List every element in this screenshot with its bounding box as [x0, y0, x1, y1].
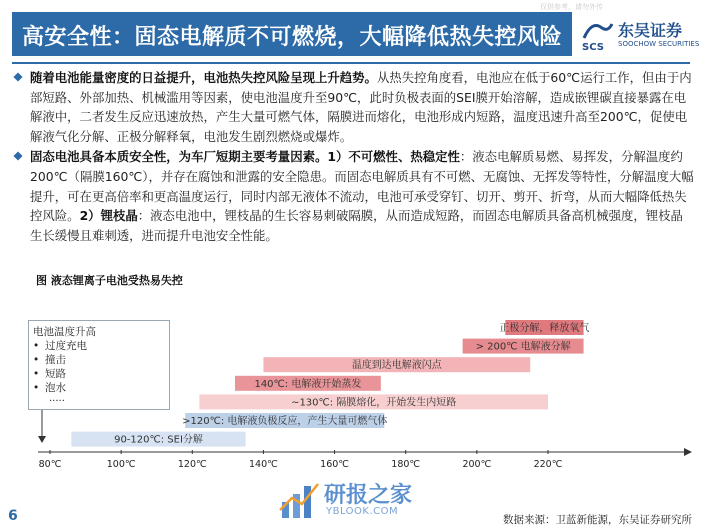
- bullet-2-num-2: 2）: [79, 208, 101, 224]
- bullet-2-body-4: ：液态电池中，锂枝晶的生长容易刺破隔膜，从而造成短路，而固态电解质具备高机械强度，锂枝晶生长缓慢且难刺透，进而提升电池安全性能。: [30, 208, 683, 243]
- x-axis-arrow-icon: [684, 448, 692, 456]
- diamond-bullet-icon: [13, 72, 22, 81]
- diamond-bullet-icon: [13, 152, 22, 161]
- range-bar-label: ~130℃: 隔膜熔化，开始发生内短路: [291, 397, 457, 409]
- x-tick-label: 200℃: [462, 459, 492, 470]
- title-divider: [12, 62, 690, 64]
- x-tick-label: 120℃: [177, 459, 207, 470]
- bullet-item-2: [14, 147, 694, 245]
- range-bar-label: 90-120℃: SEI分解: [114, 434, 203, 446]
- logo-name-cn: 东吴证券: [618, 21, 683, 40]
- bullet-1-lead: 随着电池能量密度的日益提升，电池热失控风险呈现上升趋势。: [30, 70, 377, 85]
- bullet-2-bold-1: 不可燃性、热稳定性: [348, 149, 460, 165]
- causes-title: 电池温度升高: [33, 326, 96, 338]
- page-number: 6: [8, 508, 18, 524]
- page-title: 高安全性：固态电解质不可燃烧，大幅降低热失控风险: [22, 25, 563, 50]
- watermark-en: YBLOOK.COM: [326, 506, 399, 517]
- bullet-1-body: 从热失控角度看，电池应在低于60℃运行工作，但由于内部短路、外部加热、机械滥用等因素，使电池温度升至90℃，此时负极表面的SEI膜开始溶解，造成嵌锂碳直接暴露在电解液中，二者发生反应迅速放热，产生大量可燃气体，隔膜进而熔化，电池形成内短路，温度迅速升高至200℃，促使电解液气化分解、正极分解释氧，电池发生剧烈燃烧或爆炸。: [30, 70, 692, 144]
- top-watermark: 仅供参考，请勿外传: [540, 3, 603, 11]
- logo-mark-text: SCS: [582, 42, 604, 52]
- range-bar-label: > 200℃ 电解液分解: [475, 341, 571, 353]
- logo-mark-icon: [580, 18, 616, 52]
- x-tick-label: 160℃: [320, 459, 349, 470]
- watermark-cn: 研报之家: [324, 483, 413, 508]
- x-tick-label: 180℃: [391, 459, 421, 470]
- x-tick-label: 100℃: [106, 459, 136, 470]
- bullet-2-lead: 固态电池具备本质安全性，为车厂短期主要考量因素。: [30, 149, 328, 165]
- bullet-item-1: [14, 68, 694, 146]
- figure-title: 图 液态锂离子电池受热易失控: [36, 274, 183, 287]
- bullet-2-body-2: ：液态电解质易燃、易挥发，分解温度约200℃（隔膜160℃），并存在腐蚀和泄露的安全隐患。而固态电解质具有不可燃、无腐蚀、无挥发等特性，分解温度大幅提升，可在更高倍率和更高温度运行，同时内部无液体不流动，电池可承受穿钉、切开、剪开、折弯，从而大幅降低热失控风险。: [30, 149, 694, 224]
- cause-item: • 短路: [33, 368, 66, 380]
- bullet-2-bold-2: 锂枝晶: [100, 208, 138, 224]
- x-tick-label: 220℃: [533, 459, 563, 470]
- cause-list: [33, 339, 87, 395]
- cause-item: • 泡水: [33, 382, 66, 394]
- title-bar: [12, 12, 572, 56]
- x-tick-label: 140℃: [249, 459, 278, 470]
- causes-box: [28, 320, 170, 410]
- bar-chart-logo-icon: [278, 480, 320, 520]
- cause-more: .....: [49, 393, 65, 404]
- data-source: 数据来源：卫蓝新能源，东吴证券研究所: [503, 514, 692, 526]
- cause-item: • 过度充电: [33, 340, 87, 352]
- company-logo: [580, 14, 700, 58]
- range-bar-label: 正极分解，释放氧气: [499, 323, 590, 334]
- site-watermark: [278, 478, 438, 524]
- range-bar-label: 温度到达电解液闪点: [351, 360, 442, 372]
- range-bar-label: >120℃: 电解液负极反应，产生大量可燃气体: [182, 416, 388, 427]
- x-tick-label: 80℃: [38, 459, 62, 470]
- bullet-2-num-1: 1）: [327, 149, 349, 165]
- range-bar-label: 140℃: 电解液开始蒸发: [254, 378, 362, 390]
- logo-name-en: SOOCHOW SECURITIES: [618, 40, 700, 48]
- bullet-list: [14, 68, 694, 246]
- cause-arrow-head-icon: [38, 436, 46, 443]
- cause-item: • 撞击: [33, 354, 66, 366]
